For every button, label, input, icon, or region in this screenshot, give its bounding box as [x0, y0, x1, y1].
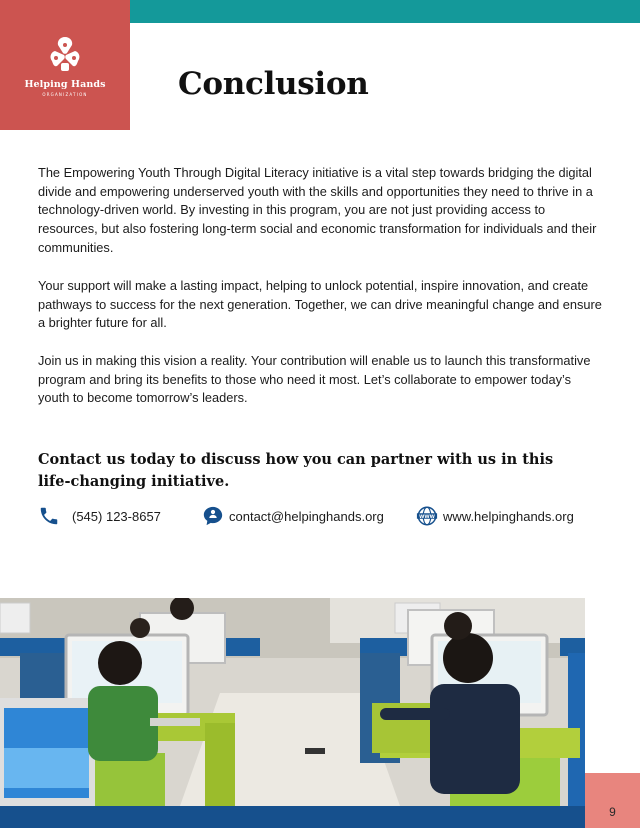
phone-number: (545) 123-8657 [72, 508, 161, 524]
paragraph-support: Your support will make a lasting impact, helping to unlock potential, inspire innovation, and create pathways to success for the next generation. Together, we can drive meaningful change and ensure a brighter future for all. [38, 278, 602, 331]
contact-website[interactable] [416, 505, 574, 527]
page-title: Conclusion [178, 66, 369, 102]
paragraph-join: Join us in making this vision a reality. Your contribution will enable us to launch this transformative program and bring its benefits to those who need it most. Let’s collaborate to empower today’s youth to become tomorrow’s leaders. [38, 353, 591, 406]
contact-email[interactable] [202, 505, 384, 527]
page-number: 9 [609, 804, 616, 819]
phone-icon [38, 505, 60, 527]
classroom-photo [0, 598, 585, 806]
helping-hands-logo-icon [44, 33, 86, 75]
page-number-box [585, 773, 640, 828]
www-globe-icon [416, 505, 438, 527]
logo [0, 0, 130, 130]
top-accent-bar [130, 0, 640, 23]
svg-text:WWW: WWW [419, 514, 435, 520]
website-url: www.helpinghands.org [443, 508, 574, 524]
bottom-accent-bar [0, 806, 585, 828]
logo-tagline: ORGANIZATION [42, 92, 88, 97]
chat-person-icon [202, 505, 224, 527]
logo-name: Helping Hands [24, 79, 106, 90]
email-address: contact@helpinghands.org [229, 508, 384, 524]
paragraph-intro: The Empowering Youth Through Digital Literacy initiative is a vital step towards bridging the digital divide and empowering underserved youth with the skills and opportunities they need to thrive in a technology-driven world. By investing in this program, you are not just providing access to resources, but also fostering long-term social and economic transformation for individuals and their communities. [38, 165, 597, 255]
call-to-action: Contact us today to discuss how you can partner with us in this life-changing initiative. [38, 451, 554, 490]
contact-phone[interactable] [38, 505, 161, 527]
